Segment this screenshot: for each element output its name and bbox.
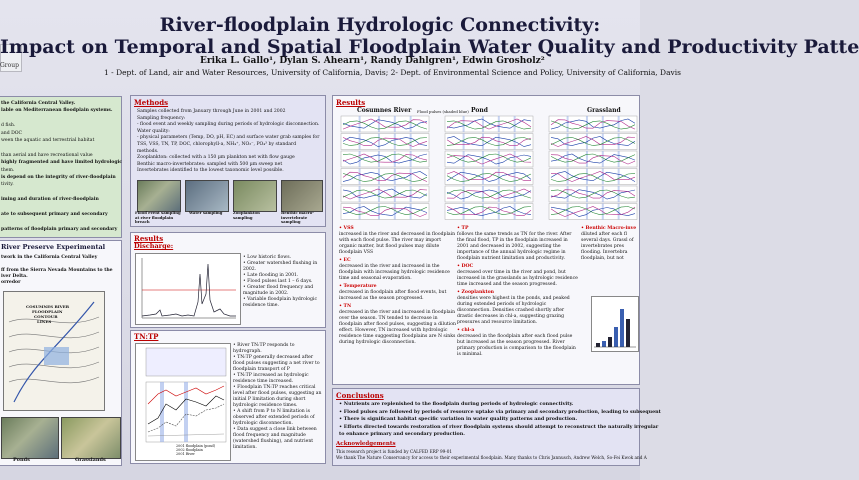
results-small-multiples (341, 116, 637, 222)
flood-pulse-band (463, 151, 465, 167)
results-subplot (341, 169, 429, 185)
results-text: decreased in floodplain after flood events, but increased as the season progressed. (339, 290, 447, 301)
results-key: • DOC (457, 264, 474, 269)
flood-pulse-band (394, 134, 396, 150)
flood-pulse-band (514, 186, 516, 202)
study-site-panel (0, 240, 122, 466)
discharge-results-heading: Results (134, 234, 164, 243)
conclusions-panel (332, 388, 661, 466)
results-paragraph (339, 258, 459, 282)
discharge-panel (130, 232, 326, 328)
results-subplot (445, 204, 533, 220)
bullet-item: • Greater watershed flushing in 2002. (243, 261, 318, 272)
photo-benthic-sampling (281, 180, 323, 212)
flood-pulse-band (586, 151, 588, 167)
tntp-chart (135, 343, 231, 461)
results-text: decreased in the river and increased in floodplain over the season. TN tended to decrease in floodplain after flood pulses, suggesting a dilution effect. However, TN increased with hydrologic residence time suggesting floodplains are N sinks during hydrologic disconnection. (339, 310, 456, 345)
results-key: • TP (457, 226, 469, 231)
flood-pulse-band (394, 186, 396, 202)
results-paragraph (457, 328, 579, 358)
ponds-photo (1, 417, 59, 459)
tntp-panel (130, 330, 326, 464)
flood-pulse-band (359, 186, 361, 202)
results-key: • VSS (339, 226, 354, 231)
bullet-item: • Data suggest a close link between flood frequency and magnitude (watershed flushing), and nutrient limitation. (233, 427, 317, 450)
site-grassland: Grassland (587, 107, 621, 114)
tntp-legend-2: 2002 floodplain (176, 448, 203, 452)
results-text: diluted after each fl several days. Grassl of invertebrates pres flooding. Invertebra floodplain, but not (581, 232, 634, 261)
results-key: • Zooplankton (457, 290, 494, 295)
acknowledgement-funding: This research project is funded by CALFED ERP 99-01 (336, 449, 453, 454)
intro-line: and DOC (1, 130, 23, 136)
study-site-line3: ff from the Sierra Nevada Mountains to the (1, 268, 113, 273)
methods-item: - flood event and weekly sampling during periods of hydrologic disconnection. (137, 122, 320, 128)
intro-line: ate to subsequent primary and secondary (1, 212, 108, 217)
flood-pulse-band (498, 151, 500, 167)
results-key: • chl-a (457, 328, 475, 333)
bullet-item: • River TN:TP responds to hydrograph. (233, 343, 295, 354)
results-subplot (445, 116, 533, 132)
introduction-panel (0, 96, 122, 238)
grasslands-label: Grasslands (75, 457, 106, 463)
flood-pulse-band (482, 134, 484, 150)
flood-pulse-band (394, 151, 396, 167)
flood-pulse-band (586, 186, 588, 202)
intro-line: the California Central Valley. (1, 101, 76, 106)
flood-pulse-band (567, 204, 569, 220)
flood-pulse-band (514, 116, 516, 132)
methods-item: Sampling frequency: (137, 115, 186, 121)
results-text: decreased in the floodplain after each flood pulse but increased as the season progressed. River primary production is comparison to the floodplain is minimal. (457, 334, 576, 357)
results-key: • EC (339, 258, 351, 263)
intro-line: them. (1, 167, 15, 173)
flood-pulse-band (586, 204, 588, 220)
caption-benthic-sampling: Benthic macro-invertebrate sampling (281, 210, 314, 224)
acknowledgements-heading: Acknowledgements (336, 441, 396, 447)
results-subplot (549, 116, 637, 132)
study-site-line5: orredor (1, 280, 21, 285)
ponds-label: Ponds (13, 457, 30, 463)
results-paragraph (581, 226, 641, 262)
intro-line: than aerial and have recreational value (1, 152, 93, 158)
bullet-item: • TN:TP increased as hydrologic residence time increased. (233, 373, 309, 384)
results-subplot (341, 116, 429, 132)
results-subplot (549, 134, 637, 150)
results-paragraph (339, 284, 459, 302)
flood-pulse-band (359, 169, 361, 185)
conclusions-heading: Conclusions (336, 391, 384, 400)
flood-pulse-band (498, 204, 500, 220)
discharge-bullets (243, 255, 323, 309)
flood-pulse-band (498, 116, 500, 132)
results-heading: Results (336, 98, 366, 107)
methods-item: Invertebrates identified to the lowest taxonomic level possible. (137, 168, 284, 174)
intro-line: patterns of floodplain primary and secondary (1, 226, 118, 232)
affiliations: 1 - Dept. of Land, air and Water Resources, University of California, Davis; 2- Dept. of Environmental Science and Policy, University of California, Davis (104, 68, 682, 77)
methods-item: Benthic macro-invertebrates: sampled with 500 µm sweep net (137, 161, 283, 167)
flood-pulse-note: Flood pulses (shaded blue) (417, 109, 469, 114)
bullet-item: • Greater flood frequency and magnitude in 2002. (243, 285, 314, 296)
methods-item: methods. (137, 148, 159, 154)
flood-pulse-band (567, 134, 569, 150)
results-key: • TN (339, 304, 352, 309)
tntp-heading: TN:TP (134, 332, 159, 341)
flood-pulse-band (359, 134, 361, 150)
caption-water-sampling: Water sampling (189, 210, 223, 215)
flood-pulse-band (410, 169, 412, 185)
flood-pulse-band (378, 134, 380, 150)
study-site-heading: River Preserve Experimental (1, 243, 106, 251)
caption-flood-sampling: Flood event sampling at river floodplain breach (135, 210, 181, 224)
flood-pulse-band (359, 116, 361, 132)
flood-pulse-band (394, 169, 396, 185)
results-col2-text (457, 226, 579, 360)
flood-pulse-band (602, 169, 604, 185)
discharge-subheading: Discharge: (134, 242, 174, 250)
authors: Erika L. Gallo¹, Dylan S. Ahearn¹, Randy Dahlgren¹, Edwin Grosholz² (200, 56, 545, 66)
flood-pulse-band (482, 186, 484, 202)
bullet-item: • Floodplain TN:TP reaches critical level after flood pulses, suggesting an initial P limitation during short hydrologic residence times. (233, 385, 322, 408)
map-label-contour: CONTOUR (34, 314, 58, 319)
tntp-chart-graphic (136, 344, 230, 460)
results-paragraph (457, 290, 579, 326)
bullet-item: • Late flooding in 2001. (243, 273, 299, 278)
conclusion-item: to enhance primary and secondary production. (339, 431, 465, 437)
tntp-legend-1: 2001 floodplain (pond) (176, 444, 216, 448)
results-text: increased in the river and decreased in floodplain with each flood pulse. The river may import organic matter, but flood pulses may dilute floodplain VSS (339, 232, 456, 255)
logo-label: Group (0, 62, 19, 69)
flood-pulse-band (514, 151, 516, 167)
results-paragraph (339, 226, 459, 256)
methods-item: - physical parameters (Temp, DO, pH, EC) and surface water grab samples for (137, 135, 320, 141)
photo-zooplankton-sampling (233, 180, 277, 212)
methods-panel (130, 95, 326, 227)
conclusion-item: • Flood pulses are followed by periods of resource uptake via primary and secondary production, leading to subsequent (339, 408, 661, 415)
photo-flood-sampling (137, 180, 181, 212)
results-col3-text (581, 226, 641, 264)
conclusion-item: • Nutrients are replenished to the floodplain during periods of hydrologic connectivity. (339, 401, 574, 407)
flood-pulse-band (463, 204, 465, 220)
results-subplot (341, 151, 429, 167)
intro-line: d fish. (1, 123, 16, 129)
intro-line: is depend on the integrity of river-floodplain (1, 175, 116, 180)
flood-pulse-band (567, 116, 569, 132)
invertebrate-bar-chart-graphic (592, 297, 638, 351)
conclusion-item: • There is significant habitat specific variation in water quality patterns and production. (339, 416, 578, 422)
methods-item: Samples collected from January through June in 2001 and 2002 (137, 109, 286, 114)
caption-zooplankton-sampling: Zooplankton sampling (233, 210, 260, 220)
results-paragraph (457, 264, 579, 288)
results-key: • Benthic Macro-inve (581, 226, 637, 231)
flood-pulse-band (618, 134, 620, 150)
results-subplot (549, 151, 637, 167)
methods-heading: Methods (134, 98, 169, 107)
intro-line: iming and duration of river-floodplain (1, 197, 99, 203)
intro-line: tivity. (1, 182, 14, 188)
study-site-line1: twork in the California Central Valley (1, 255, 98, 260)
flood-pulse-band (482, 169, 484, 185)
flood-pulse-band (378, 151, 380, 167)
results-text: densities were highest in the ponds, and peaked during extended periods of hydrologic disconnection. Densities crashed shortly after drastic decreases in chl-a, suggesting grazing pressures and resource limitation. (457, 296, 570, 325)
results-text: decreased in the river and increased in the floodplain with increasing hydrologic residence time and seasonal evaporation. (339, 264, 450, 281)
map-label-lines: LINES (37, 319, 52, 324)
bullet-item: • Flood pulses last 1 – 6 days. (243, 279, 313, 284)
flood-pulse-band (602, 134, 604, 150)
flood-pulse-band (602, 151, 604, 167)
intro-line: ween the aquatic and terrestrial habitat (1, 138, 95, 143)
flood-pulse-band (410, 134, 412, 150)
flood-pulse-band (618, 116, 620, 132)
flood-pulse-band (567, 169, 569, 185)
bullet-item: • TN:TP generally decreased after flood pulses suggesting a net river to floodplain transport of P (233, 355, 320, 372)
flood-pulse-band (618, 204, 620, 220)
methods-item: TSS, VSS, TN, TP, DOC, chlorophyll-a, NH₄⁺, NO₃⁻, PO₄³ by standard (137, 142, 297, 147)
intro-line: highly fragmented and have limited hydrologic (1, 160, 123, 166)
acknowledgement-thanks: We thank The Nature Conservancy for access to their experimental floodplain. Many thanks to Chris Jannusch, Andrew Welch, So-Fei Kwok and A (336, 455, 647, 460)
study-site-line4: iver Delta. (1, 274, 28, 279)
discharge-chart-graphic (136, 254, 240, 324)
results-subplot (341, 204, 429, 220)
flood-pulse-band (394, 204, 396, 220)
flood-pulse-band (602, 186, 604, 202)
results-subplot (341, 186, 429, 202)
invertebrate-bar-chart (591, 296, 639, 352)
results-col1-text (339, 226, 459, 348)
bullet-item: • Variable floodplain hydrologic residence time. (243, 297, 318, 308)
flood-pulse-band (602, 116, 604, 132)
site-pond: Pond (471, 107, 488, 114)
results-subplot (445, 169, 533, 185)
flood-pulse-band (498, 169, 500, 185)
flood-pulse-band (482, 116, 484, 132)
poster-title-line1: River-floodplain Hydrologic Connectivity: (159, 14, 601, 36)
intro-line: lable on Mediterranean floodplain systems. (1, 108, 113, 114)
photo-water-sampling (185, 180, 229, 212)
results-paragraph (457, 226, 579, 262)
site-cosumnes-river: Cosumnes River (357, 107, 412, 114)
grasslands-photo (61, 417, 121, 459)
conclusion-item: • Efforts directed towards restoration of river floodplain systems should attempt to reconstruct the naturally irregular (339, 423, 659, 430)
flood-pulse-band (378, 116, 380, 132)
results-text: decreased over time in the river and pond, but increased in the grasslands as hydrologic residence time increased and the season progressed. (457, 270, 578, 287)
flood-pulse-band (378, 204, 380, 220)
discharge-chart (135, 253, 241, 325)
results-paragraph (339, 304, 459, 346)
methods-item: Water quality: (137, 128, 170, 134)
map-label-river: COSUMNES RIVER (26, 304, 70, 309)
flood-pulse-band (463, 186, 465, 202)
results-text: follows the same trends as TN for the river. After the final flood, TP in the floodplain increased in 2001 and decreased in 2002, suggesting the importance of the annual hydrologic regime in floodplain nutrient limitation and productivity. (457, 232, 572, 261)
map-label-floodplain: FLOODPLAIN (32, 309, 63, 314)
flood-pulse-band (482, 151, 484, 167)
results-panel (332, 95, 640, 385)
floodplain-contour-map (3, 291, 105, 411)
tntp-bullets (233, 343, 323, 451)
poster-title-line2: Impact on Temporal and Spatial Floodplain Water Quality and Productivity Patte (0, 36, 859, 58)
bullet-item: • A shift from P to N limitation is observed after extended periods of hydrologic disconnection. (233, 409, 315, 426)
methods-item: Zooplankton: collected with a 150 µm plankton net with flow gauge (137, 155, 295, 161)
flood-pulse-band (359, 151, 361, 167)
bullet-item: • Low historic flows. (243, 255, 292, 260)
flood-pulse-band (618, 169, 620, 185)
flood-pulse-band (410, 186, 412, 202)
flood-pulse-band (410, 116, 412, 132)
results-key: • Temperature (339, 284, 377, 289)
tntp-legend-3: 2001 River (176, 452, 195, 456)
